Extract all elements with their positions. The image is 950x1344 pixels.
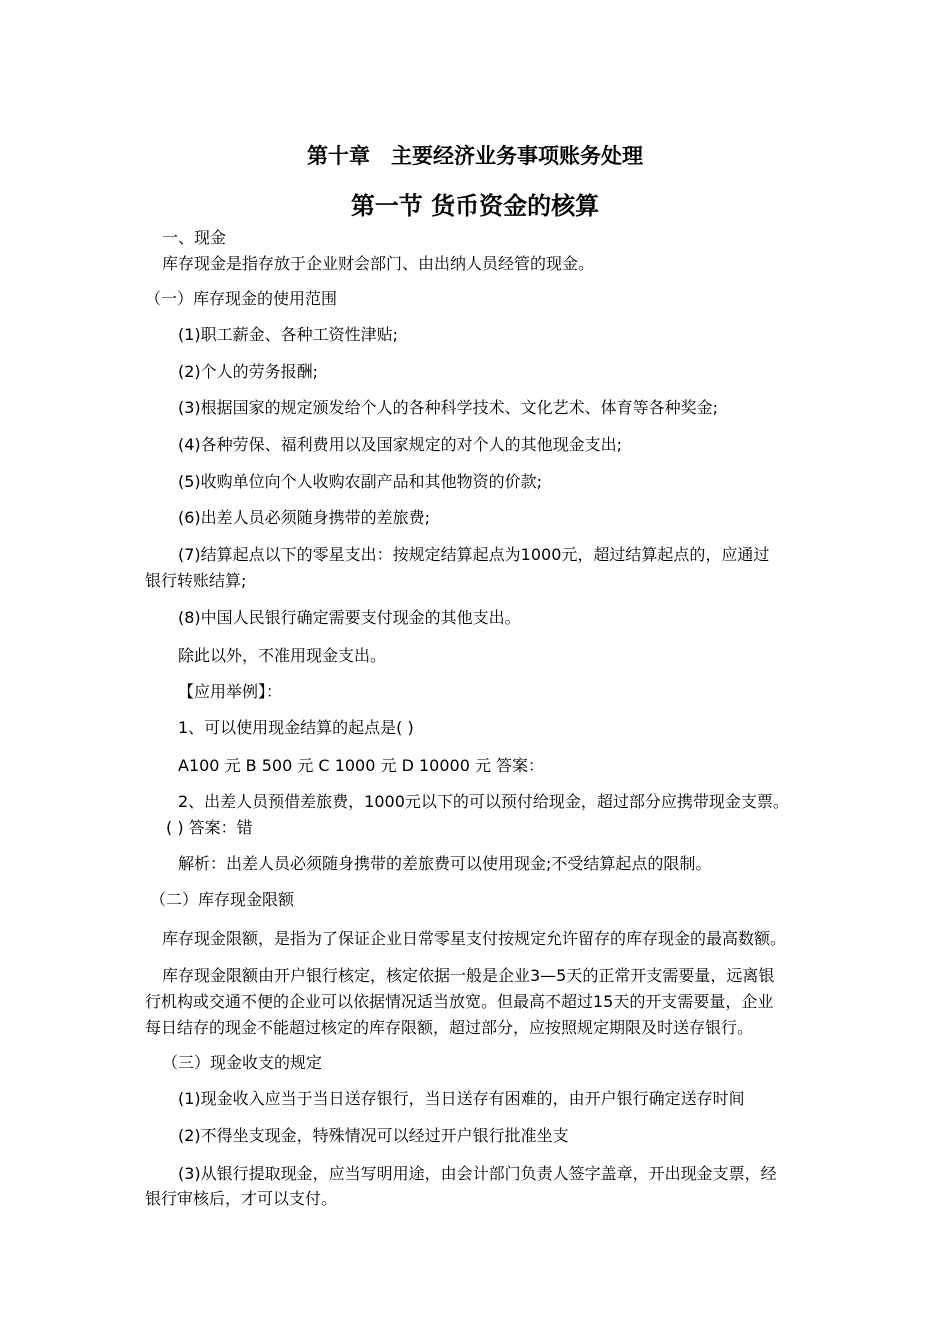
subheading-cash-rules: （三）现金收支的规定 [162, 1053, 323, 1072]
list-item: (2)不得坐支现金，特殊情况可以经过开户银行批准坐支 [178, 1126, 569, 1145]
list-item-continuation: 银行转账结算; [145, 571, 247, 590]
paragraph: 库存现金限额由开户银行核定，核定依据一般是企业3—5天的正常开支需要量，远离银 [162, 966, 775, 985]
list-item: (7)结算起点以下的零星支出：按规定结算起点为1000元，超过结算起点的，应通过 [178, 545, 770, 564]
paragraph-definition: 库存现金是指存放于企业财会部门、由出纳人员经管的现金。 [162, 254, 595, 273]
example-heading: 【应用举例】： [178, 682, 283, 701]
subheading-cash-limit: （二）库存现金限额 [150, 890, 295, 909]
explanation: 解析：出差人员必须随身携带的差旅费可以使用现金;不受结算起点的限制。 [178, 854, 712, 873]
list-item: (1)职工薪金、各种工资性津贴; [178, 325, 399, 344]
paragraph: 库存现金限额，是指为了保证企业日常零星支付按规定允许留存的库存现金的最高数额。 [162, 929, 787, 948]
list-item: (3)根据国家的规定颁发给个人的各种科学技术、文化艺术、体育等各种奖金; [178, 398, 719, 417]
paragraph-continuation: 每日结存的现金不能超过核定的库存限额，超过部分，应按照规定期限及时送存银行。 [145, 1018, 754, 1037]
heading-cash: 一、现金 [162, 228, 227, 247]
section-title: 第一节 货币资金的核算 [350, 192, 600, 220]
question-1-options: A100 元 B 500 元 C 1000 元 D 10000 元 答案： [178, 756, 545, 775]
chapter-title: 第十章 主要经济业务事项账务处理 [307, 144, 643, 168]
list-item: (5)收购单位向个人收购农副产品和其他物资的价款; [178, 472, 543, 491]
list-item: (2)个人的劳务报酬; [178, 362, 319, 381]
paragraph: 除此以外，不准用现金支出。 [178, 646, 387, 665]
list-item: (8)中国人民银行确定需要支付现金的其他支出。 [178, 608, 521, 627]
list-item-continuation: 银行审核后，才可以支付。 [145, 1189, 338, 1208]
question-2-answer: ( ) 答案：错 [166, 818, 253, 837]
list-item: (6)出差人员必须随身携带的差旅费; [178, 508, 431, 527]
list-item: (1)现金收入应当于当日送存银行，当日送存有困难的，由开户银行确定送存时间 [178, 1089, 745, 1108]
subheading-usage-scope: （一）库存现金的使用范围 [145, 289, 338, 308]
list-item: (4)各种劳保、福利费用以及国家规定的对个人的其他现金支出; [178, 435, 623, 454]
question-2: 2、出差人员预借差旅费，1000元以下的可以预付给现金，超过部分应携带现金支票。 [178, 792, 789, 811]
question-1: 1、可以使用现金结算的起点是( ) [178, 718, 414, 737]
list-item: (3)从银行提取现金，应当写明用途，由会计部门负责人签字盖章，开出现金支票，经 [178, 1164, 777, 1183]
paragraph-continuation: 行机构或交通不便的企业可以依据情况适当放宽。但最高不超过15天的开支需要量，企业 [145, 992, 774, 1011]
